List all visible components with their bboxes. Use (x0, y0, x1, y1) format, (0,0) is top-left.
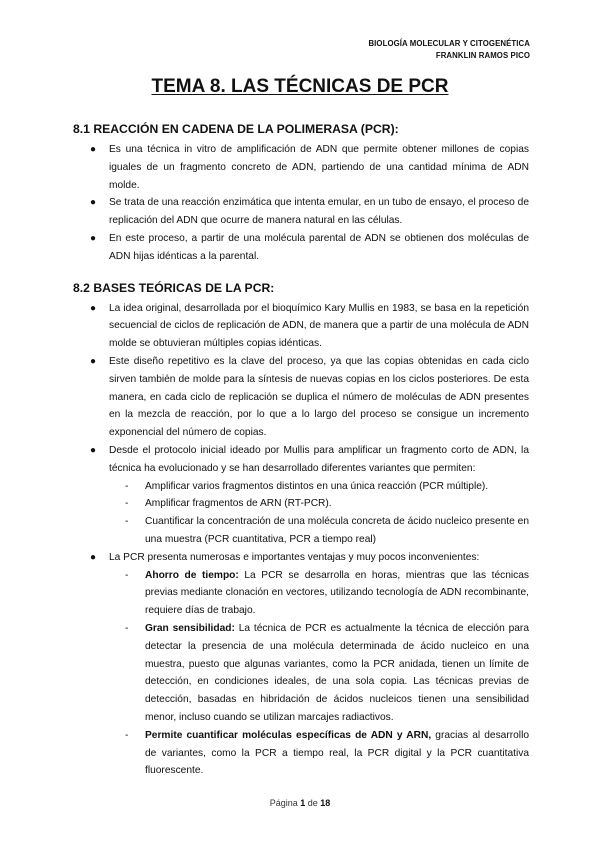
sublist-item (109, 495, 529, 513)
page-title-text: TEMA 8. LAS TÉCNICAS DE PCR (151, 76, 449, 97)
advantage-text: La técnica de PCR es actualmente la técnica de elección para detectar la presencia de una molécula determinada de ácido nucleico en una muestra, puesto que algunas variantes, como la PCR anidada, tienen un límite de detección, en condiciones ideales, de una sola copia. Las técnicas previas de detección, basadas en hibridación de ácidos nucleicos tienen una sensibilidad menor, incluso cuando se utilizan marcajes radiactivos. (145, 622, 529, 723)
variants-sublist (109, 478, 529, 549)
dash-icon: - (125, 498, 129, 510)
sublist-item-text: Amplificar varios fragmentos distintos en una única reacción (PCR múltiple). (145, 480, 489, 492)
advantage-label: Ahorro de tiempo: (145, 569, 239, 581)
list-item (73, 194, 529, 230)
bullet-icon: ● (90, 551, 97, 563)
page-total: 18 (320, 798, 331, 808)
list-item-text: La idea original, desarrollada por el bioquímico Kary Mullis en 1983, se basa en la repetición secuencial de ciclos de replicación de ADN, de manera que a partir de una molécula de ADN molde se obtuvieran múltiples copias idénticas. (109, 302, 529, 350)
sublist-item (109, 478, 529, 496)
sublist-item (109, 727, 529, 780)
bullet-icon: ● (90, 355, 97, 367)
dash-icon: - (125, 480, 129, 492)
sublist-item (109, 620, 529, 727)
bullet-icon: ● (90, 444, 97, 456)
list-item-text: Se trata de una reacción enzimática que intenta emular, en un tubo de ensayo, el proceso de replicación del ADN que ocurre de manera natural en las células. (109, 197, 529, 227)
document-body (73, 120, 529, 780)
header-author: FRANKLIN RAMOS PICO (435, 51, 530, 60)
bullet-icon: ● (90, 302, 97, 314)
advantage-text: gracias al desarrollo de variantes, como la PCR a tiempo real, la PCR digital y la PCR cuantitativa fluorescente. (145, 729, 529, 777)
of-word: de (307, 798, 318, 808)
list-item (73, 230, 529, 266)
list-item (73, 442, 529, 549)
header-course: BIOLOGÍA MOLECULAR Y CITOGENÉTICA (368, 39, 530, 48)
bullet-icon: ● (90, 197, 97, 209)
bullet-icon: ● (90, 144, 97, 155)
dash-icon: - (125, 569, 129, 581)
list-item-text: En este proceso, a partir de una molécula parental de ADN se obtienen dos moléculas de ADN hijas idénticas a la parental. (109, 232, 529, 262)
section-2-bullets (73, 300, 529, 781)
dash-icon: - (125, 622, 129, 634)
page-number: 1 (300, 798, 306, 808)
section-heading-8-1: 8.1 REACCIÓN EN CADENA DE LA POLIMERASA (PCR): (73, 122, 399, 136)
list-item (73, 141, 529, 194)
list-item (73, 353, 529, 442)
advantages-sublist (109, 567, 529, 781)
list-item (73, 549, 529, 780)
section-heading-8-2: 8.2 BASES TEÓRICAS DE LA PCR: (73, 280, 275, 295)
list-item-text: Es una técnica in vitro de amplificación de ADN que permite obtener millones de copias iguales de un fragmento concreto de ADN, partiendo de una cantidad mínima de ADN molde. (109, 144, 529, 191)
list-item (73, 300, 529, 353)
section-1-bullets (73, 141, 529, 266)
sublist-item (109, 513, 529, 549)
sublist-item-text: Amplificar fragmentos de ARN (RT-PCR). (145, 498, 332, 510)
page-footer (0, 798, 600, 808)
bullet-icon: ● (90, 232, 97, 244)
page-title (0, 76, 600, 98)
advantage-text: La PCR se desarrolla en horas, mientras que las técnicas previas mediante clonación en vectores, utilizando tecnología de ADN recombinante, requiere días de trabajo. (145, 569, 529, 617)
dash-icon: - (125, 516, 129, 528)
document-header (368, 38, 530, 62)
list-item-text: Este diseño repetitivo es la clave del proceso, ya que las copias obtenidas en cada ciclo sirven también de molde para la síntesis de nuevas copias en los ciclos posteriores. De esta manera, en cada ciclo de replicación se duplica el número de moléculas de ADN presentes en la mezcla de reacción, por lo que a lo largo del proceso se consigue un incremento exponencial del número de copias. (109, 355, 529, 439)
dash-icon: - (125, 729, 129, 741)
sublist-item-text: Cuantificar la concentración de una molécula concreta de ácido nucleico presente en una muestra (PCR cuantitativa, PCR a tiempo real) (145, 516, 529, 545)
list-item-text: La PCR presenta numerosas e importantes ventajas y muy pocos inconvenientes: (109, 551, 480, 563)
advantage-label: Permite cuantificar moléculas específicas de ADN y ARN, (145, 729, 432, 741)
page-word: Página (269, 798, 298, 808)
advantage-label: Gran sensibilidad: (145, 622, 235, 634)
sublist-item (109, 567, 529, 620)
list-item-text: Desde el protocolo inicial ideado por Mullis para amplificar un fragmento corto de ADN, la técnica ha evolucionado y se han desarrollado diferentes variantes que permiten: (109, 444, 529, 474)
